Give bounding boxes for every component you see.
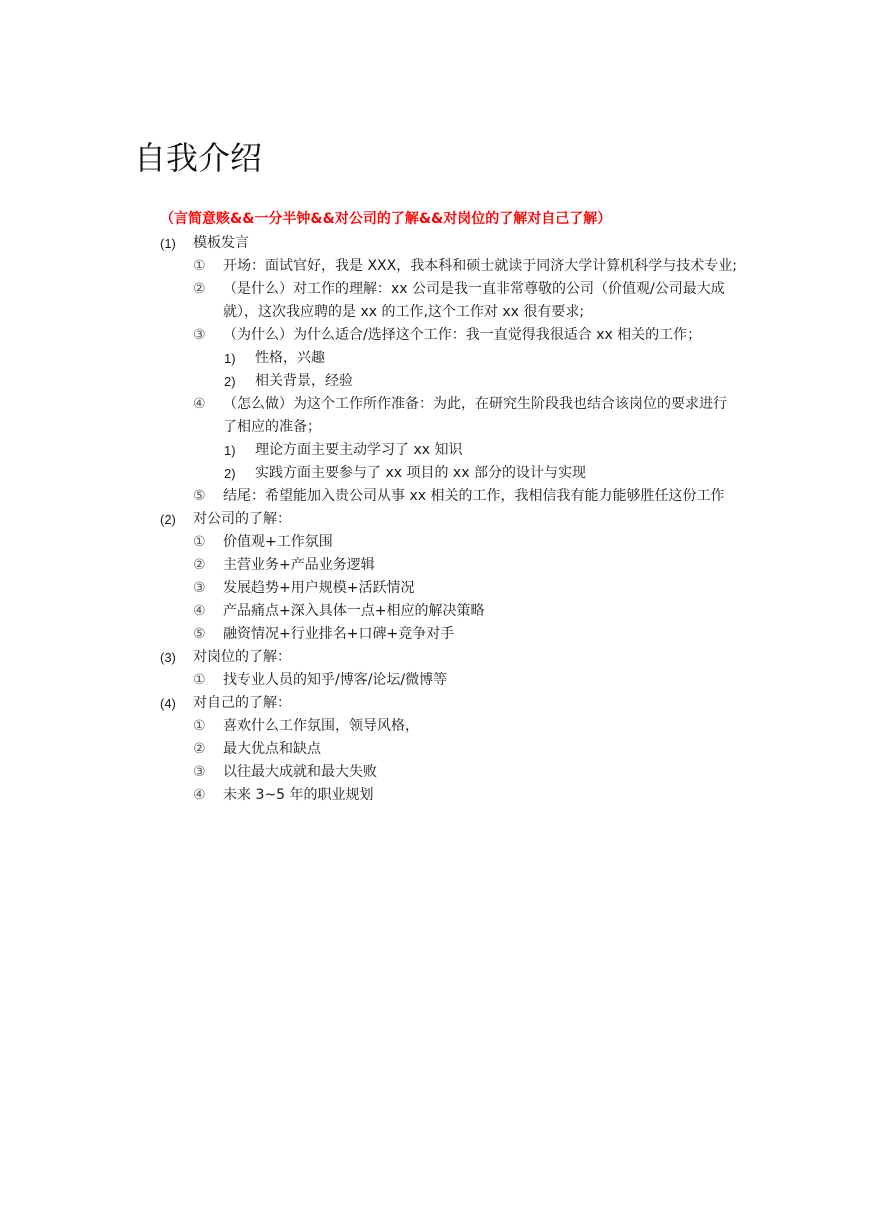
- section-label: 对公司的了解：: [193, 511, 291, 527]
- page-subtitle: （言简意赅&&一分半钟&&对公司的了解&&对岗位的了解对自己了解）: [160, 211, 612, 227]
- item-marker: ③: [193, 327, 206, 343]
- list-item: [160, 600, 740, 623]
- item-text: 开场：面试官好，我是 XXX，我本科和硕士就读于同济大学计算机科学与技术专业;: [223, 258, 737, 274]
- item-text: （为什么）为什么适合/选择这个工作：我一直觉得我很适合 xx 相关的工作；: [223, 327, 702, 343]
- list-item: [160, 255, 740, 278]
- list-item: [160, 761, 740, 784]
- section-heading: [160, 646, 750, 669]
- item-marker: ①: [193, 534, 206, 550]
- sub-item: [160, 370, 750, 393]
- sub-item-text: 理论方面主要主动学习了 xx 知识: [255, 442, 463, 458]
- sub-item: [160, 347, 750, 370]
- item-marker: ④: [193, 787, 206, 803]
- item-marker: ③: [193, 764, 206, 780]
- item-marker: ②: [193, 741, 206, 757]
- item-marker: ②: [193, 557, 206, 573]
- item-marker: ①: [193, 258, 206, 274]
- item-text: （是什么）对工作的理解：xx 公司是我一直非常尊敬的公司（价值观/公司最大成就），这次我应聘的是 xx 的工作,这个工作对 xx 很有要求;: [223, 281, 725, 320]
- item-marker: ⑤: [193, 626, 206, 642]
- page-title: 自我介绍: [134, 139, 263, 177]
- sub-item-number: 1): [224, 351, 236, 366]
- list-item: [160, 324, 740, 347]
- item-text: 发展趋势+用户规模+活跃情况: [223, 580, 415, 596]
- section-heading: [160, 232, 750, 255]
- sub-item-text: 实践方面主要参与了 xx 项目的 xx 部分的设计与实现: [255, 465, 586, 481]
- item-marker: ⑤: [193, 488, 206, 504]
- list-item: [160, 554, 740, 577]
- outline-content: [160, 232, 750, 807]
- sub-item-number: 2): [224, 374, 236, 389]
- list-item: [160, 623, 740, 646]
- item-text: 最大优点和缺点: [223, 741, 321, 757]
- list-item: [160, 738, 740, 761]
- section-number: (4): [160, 696, 176, 711]
- list-item: [160, 715, 740, 738]
- section-heading: [160, 692, 750, 715]
- sub-item: [160, 439, 750, 462]
- item-marker: ④: [193, 603, 206, 619]
- item-text: 价值观+工作氛围: [223, 534, 333, 550]
- list-item: [160, 278, 740, 324]
- item-text: 以往最大成就和最大失败: [223, 764, 377, 780]
- section-number: (2): [160, 512, 176, 527]
- item-text: 融资情况+行业排名+口碑+竞争对手: [223, 626, 455, 642]
- sub-item-text: 相关背景，经验: [255, 373, 353, 389]
- section-number: (1): [160, 236, 176, 251]
- list-item: [160, 577, 740, 600]
- sub-item-number: 2): [224, 466, 236, 481]
- item-text: （怎么做）为这个工作所作准备：为此，在研究生阶段我也结合该岗位的要求进行了相应的准备；: [223, 396, 727, 435]
- item-text: 产品痛点+深入具体一点+相应的解决策略: [223, 603, 485, 619]
- sub-item: [160, 462, 750, 485]
- list-item: [160, 784, 740, 807]
- item-marker: ①: [193, 672, 206, 688]
- section-label: 对岗位的了解：: [193, 649, 291, 665]
- list-item: [160, 485, 740, 508]
- item-marker: ④: [193, 396, 206, 412]
- list-item: [160, 531, 740, 554]
- item-text: 喜欢什么工作氛围，领导风格，: [223, 718, 419, 734]
- section-heading: [160, 508, 750, 531]
- item-marker: ①: [193, 718, 206, 734]
- item-text: 未来 3~5 年的职业规划: [223, 787, 374, 803]
- item-marker: ②: [193, 281, 206, 297]
- sub-item-number: 1): [224, 443, 236, 458]
- item-text: 主营业务+产品业务逻辑: [223, 557, 375, 573]
- item-text: 找专业人员的知乎/博客/论坛/微博等: [223, 672, 448, 688]
- section-label: 模板发言: [193, 235, 249, 251]
- section-number: (3): [160, 650, 176, 665]
- sub-item-text: 性格，兴趣: [255, 350, 325, 366]
- item-text: 结尾：希望能加入贵公司从事 xx 相关的工作，我相信我有能力能够胜任这份工作: [223, 488, 725, 504]
- section-label: 对自己的了解：: [193, 695, 291, 711]
- list-item: [160, 669, 740, 692]
- item-marker: ③: [193, 580, 206, 596]
- list-item: [160, 393, 740, 439]
